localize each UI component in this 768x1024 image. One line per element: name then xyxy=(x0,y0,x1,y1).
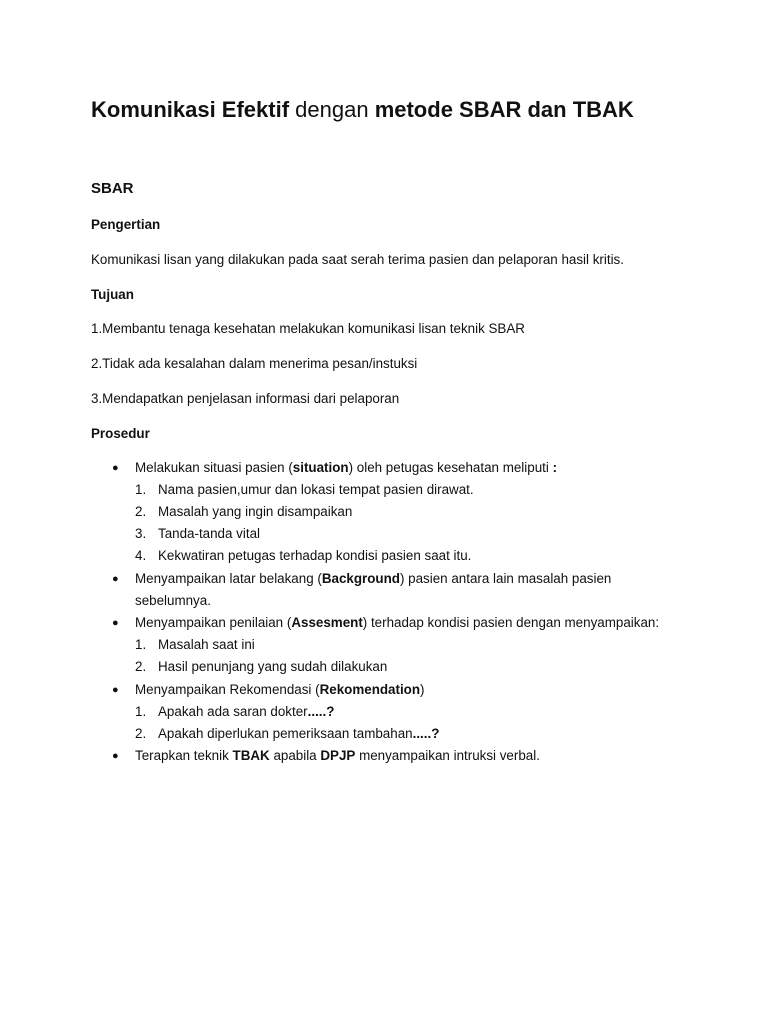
sub-number: 2. xyxy=(135,726,147,741)
bullet-icon: ● xyxy=(112,684,119,696)
document-title xyxy=(91,96,691,124)
pengertian-text: Komunikasi lisan yang dilakukan pada saat serah terima pasien dan pelaporan hasil kritis. xyxy=(91,252,624,267)
bullet-2-text-bold: Background xyxy=(321,571,400,586)
prosedur-bullet-5 xyxy=(135,748,540,763)
bullet-icon: ● xyxy=(112,617,119,629)
bullet-icon: ● xyxy=(112,750,119,762)
bullet-1-text-pre: Melakukan situasi pasien ( xyxy=(135,460,293,475)
tujuan-item-2: 2.Tidak ada kesalahan dalam menerima pesan/instuksi xyxy=(91,356,418,371)
title-part-bold-1: Komunikasi Efektif xyxy=(91,97,290,122)
sub-item-text: Hasil penunjang yang sudah dilakukan xyxy=(158,659,388,674)
tujuan-item-3: 3.Mendapatkan penjelasan informasi dari pelaporan xyxy=(91,391,400,406)
bullet-icon: ● xyxy=(112,573,119,585)
tujuan-item-1: 1.Membantu tenaga kesehatan melakukan komunikasi lisan teknik SBAR xyxy=(91,321,525,336)
bullet-3-text-pre: Menyampaikan penilaian ( xyxy=(135,615,292,630)
bullet-4-text-bold: Rekomendation xyxy=(319,682,421,697)
sub-item-text: Nama pasien,umur dan lokasi tempat pasien dirawat. xyxy=(158,482,474,497)
heading-prosedur: Prosedur xyxy=(91,426,150,441)
bullet-1-text-bold: situation xyxy=(292,460,349,475)
sub-number: 1. xyxy=(135,704,147,719)
sub-item-text: Kekwatiran petugas terhadap kondisi pasien saat itu. xyxy=(158,548,472,563)
sub-number: 2. xyxy=(135,659,147,674)
sub-number: 4. xyxy=(135,548,147,563)
prosedur-bullet-4 xyxy=(135,682,425,697)
sub-item-text: Tanda-tanda vital xyxy=(158,526,260,541)
heading-tujuan: Tujuan xyxy=(91,287,134,302)
heading-pengertian: Pengertian xyxy=(91,217,161,232)
sub-item-text-bold: .....? xyxy=(412,726,440,741)
bullet-3-text-post: ) terhadap kondisi pasien dengan menyampaikan: xyxy=(362,615,660,630)
sub-item-text-main: Apakah ada saran dokter xyxy=(158,704,308,719)
bullet-5-text-post: menyampaikan intruksi verbal. xyxy=(355,748,540,763)
sub-item-text-main: Apakah diperlukan pemeriksaan tambahan xyxy=(158,726,413,741)
bullet-1-colon: : xyxy=(552,460,558,475)
section-heading-sbar: SBAR xyxy=(91,180,134,197)
bullet-3-text-bold: Assesment xyxy=(291,615,363,630)
bullet-5-text-pre: Terapkan teknik xyxy=(135,748,233,763)
bullet-4-text-post: ) xyxy=(420,682,425,697)
sub-item-text: Masalah saat ini xyxy=(158,637,255,652)
bullet-icon: ● xyxy=(112,462,119,474)
sub-item-text-bold: .....? xyxy=(307,704,335,719)
sub-number: 1. xyxy=(135,482,147,497)
sub-number: 2. xyxy=(135,504,147,519)
prosedur-bullet-2 xyxy=(135,571,611,586)
sub-item-text xyxy=(158,726,439,741)
bullet-5-text-bold-2: DPJP xyxy=(320,748,356,763)
title-part-bold-2: metode SBAR dan TBAK xyxy=(374,97,634,122)
bullet-2-text-pre: Menyampaikan latar belakang ( xyxy=(135,571,322,586)
bullet-1-text-post: ) oleh petugas kesehatan meliputi xyxy=(348,460,553,475)
sub-number: 3. xyxy=(135,526,147,541)
bullet-4-text-pre: Menyampaikan Rekomendasi ( xyxy=(135,682,320,697)
bullet-2-line-2: sebelumnya. xyxy=(135,593,211,608)
bullet-5-text-bold-1: TBAK xyxy=(232,748,270,763)
bullet-5-text-mid: apabila xyxy=(269,748,321,763)
bullet-2-text-post: ) pasien antara lain masalah pasien xyxy=(399,571,612,586)
sub-item-text: Masalah yang ingin disampaikan xyxy=(158,504,353,519)
title-part-normal: dengan xyxy=(289,97,375,122)
sub-item-text xyxy=(158,704,334,719)
prosedur-bullet-1 xyxy=(135,460,557,475)
prosedur-bullet-3 xyxy=(135,615,659,630)
document-page xyxy=(91,96,691,763)
sub-number: 1. xyxy=(135,637,147,652)
